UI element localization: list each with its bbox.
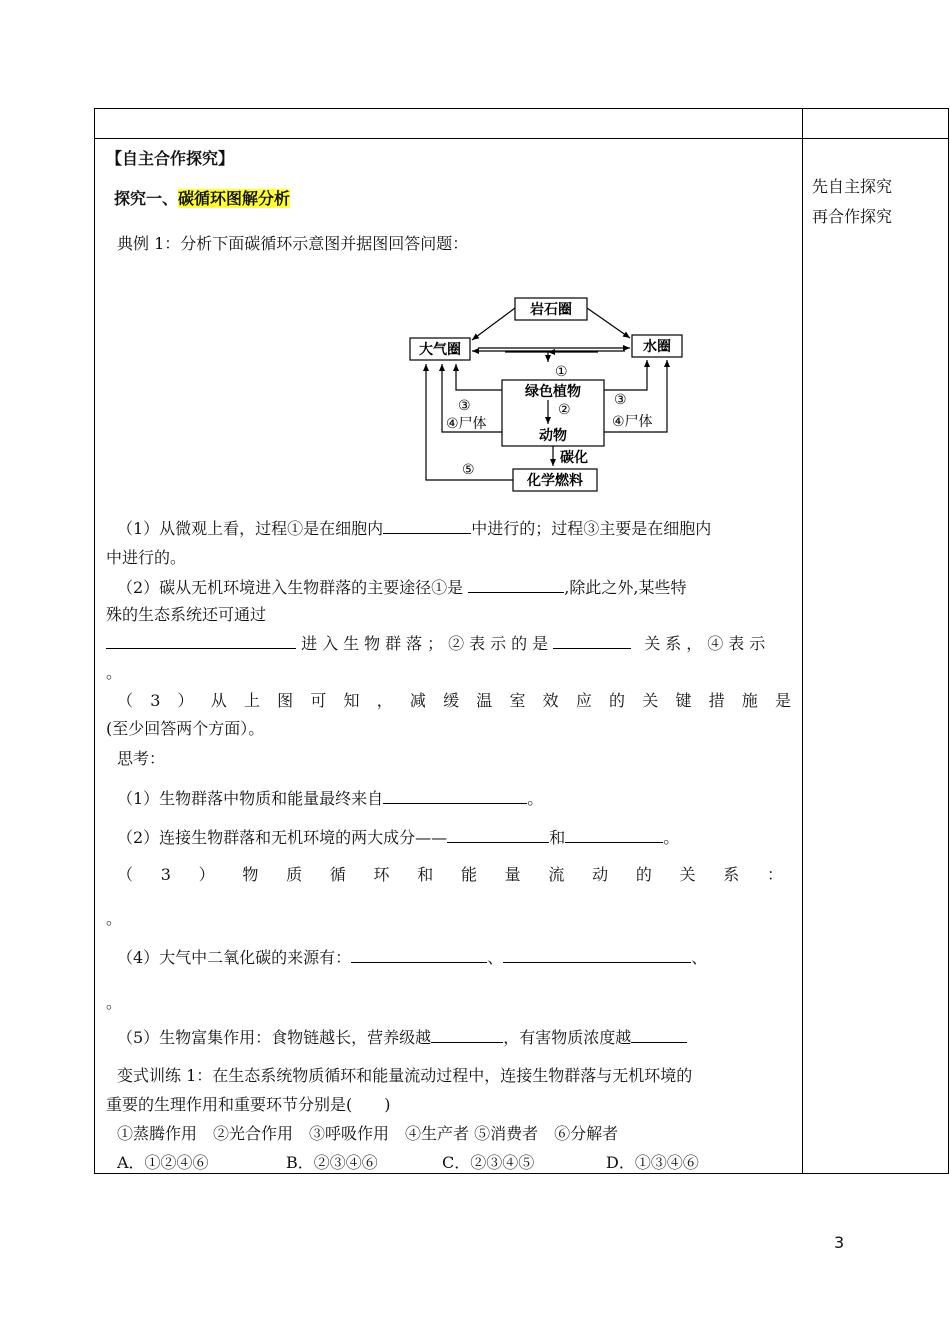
section-title: 碳循环图解分析 — [178, 189, 291, 208]
q2-line-4: 。 — [106, 663, 123, 682]
carbon-cycle-diagram — [400, 292, 700, 497]
t4-blank-2 — [503, 948, 691, 963]
t4-sep-2: 、 — [691, 948, 708, 967]
t2-blank-1 — [447, 828, 549, 843]
q3-line-2: (至少回答两个方面）。 — [106, 719, 265, 738]
animals-label: 动物 — [539, 428, 567, 444]
think-4-end: 。 — [106, 993, 123, 1012]
variant-option-d: D．①③④⑥ — [606, 1153, 699, 1172]
q1-line-2: 中进行的。 — [106, 548, 187, 567]
t2-and: 和 — [549, 828, 566, 847]
t1-text: （1）生物群落中物质和能量最终来自 — [117, 789, 384, 808]
t4-text: （4）大气中二氧化碳的来源有： — [117, 948, 352, 967]
think-2 — [117, 825, 679, 848]
q1-line-1 — [117, 516, 711, 539]
q2-text-d: 进入生物群落；②表示的是 — [301, 634, 554, 653]
variant-line-1: 变式训练 1：在生态系统物质循环和能量流动过程中，连接生物群落与无机环境的 — [117, 1066, 693, 1085]
t2-end: 。 — [663, 828, 680, 847]
side-note-line-1: 先自主探究 — [812, 177, 893, 196]
plants-label: 绿色植物 — [525, 384, 581, 400]
q2-line-3 — [106, 631, 770, 654]
variant-option-c: C．②③④⑤ — [442, 1153, 535, 1172]
fuel-label: 化学燃料 — [527, 473, 583, 489]
step-1-marker: ① — [555, 364, 568, 380]
think-5 — [117, 1025, 687, 1048]
section-prefix: 探究一、 — [114, 189, 179, 208]
t1-end: 。 — [527, 789, 544, 808]
q2-line-1 — [117, 575, 686, 598]
carbonize-label: 碳化 — [560, 450, 588, 466]
section-heading — [114, 186, 290, 209]
step-2-marker: ② — [558, 402, 571, 418]
t2-blank-2 — [565, 828, 663, 843]
side-note-line-2: 再合作探究 — [812, 207, 893, 226]
table-header-divider — [95, 138, 948, 139]
think-4 — [117, 945, 707, 968]
think-3-end: 。 — [106, 909, 123, 928]
t1-blank — [383, 789, 527, 804]
example-prompt: 典例 1：分析下面碳循环示意图并据图回答问题： — [117, 234, 469, 253]
t5-text-a: （5）生物富集作用：食物链越长，营养级越 — [117, 1028, 432, 1047]
section-header: 【自主合作探究】 — [106, 149, 235, 168]
variant-option-b: B．②③④⑥ — [286, 1153, 378, 1172]
t5-blank-2 — [631, 1028, 687, 1043]
q2-text-a: （2）碳从无机环境进入生物群落的主要途径①是 — [117, 578, 464, 597]
q3-line-1: （3）从上图可知，减缓温室效应的关键措施是 — [117, 691, 791, 710]
think-label: 思考： — [117, 749, 166, 768]
q2-blank-2 — [106, 634, 296, 649]
step-3-left-marker: ③ — [458, 398, 471, 414]
q2-text-b: ,除此之外,某些特 — [564, 578, 687, 597]
q1-blank-1 — [383, 519, 471, 534]
step-3-right-marker: ③ — [614, 392, 627, 408]
water-label: 水圈 — [643, 339, 671, 355]
variant-items: ①蒸腾作用 ②光合作用 ③呼吸作用 ④生产者 ⑤消费者 ⑥分解者 — [117, 1124, 619, 1143]
t2-text: （2）连接生物群落和无机环境的两大成分—— — [117, 828, 448, 847]
think-1 — [117, 786, 543, 809]
variant-line-2: 重要的生理作用和重要环节分别是( ) — [106, 1095, 391, 1114]
rock-label: 岩石圈 — [530, 302, 572, 318]
table-column-divider — [802, 109, 803, 1173]
t5-text-b: ，有害物质浓度越 — [503, 1028, 632, 1047]
q2-line-2: 殊的生态系统还可通过 — [106, 605, 267, 624]
page-number: 3 — [834, 1233, 845, 1252]
t4-sep-1: 、 — [487, 948, 504, 967]
q2-text-e: 关系，④表示 — [644, 634, 771, 653]
variant-option-a: A．①②④⑥ — [117, 1153, 209, 1172]
t4-blank-1 — [351, 948, 487, 963]
q2-blank-1 — [468, 578, 564, 593]
think-3: （3）物质循环和能量流动的关系： — [117, 865, 783, 884]
step-5-marker: ⑤ — [462, 462, 475, 478]
q2-blank-3 — [553, 634, 631, 649]
t5-blank-1 — [431, 1028, 503, 1043]
q1-text-b: 中进行的；过程③主要是在细胞内 — [471, 519, 712, 538]
corpse-left-label: ④尸体 — [446, 416, 487, 432]
corpse-right-label: ④尸体 — [612, 414, 653, 430]
atmosphere-label: 大气圈 — [419, 342, 461, 358]
q1-text-a: （1）从微观上看，过程①是在细胞内 — [117, 519, 384, 538]
